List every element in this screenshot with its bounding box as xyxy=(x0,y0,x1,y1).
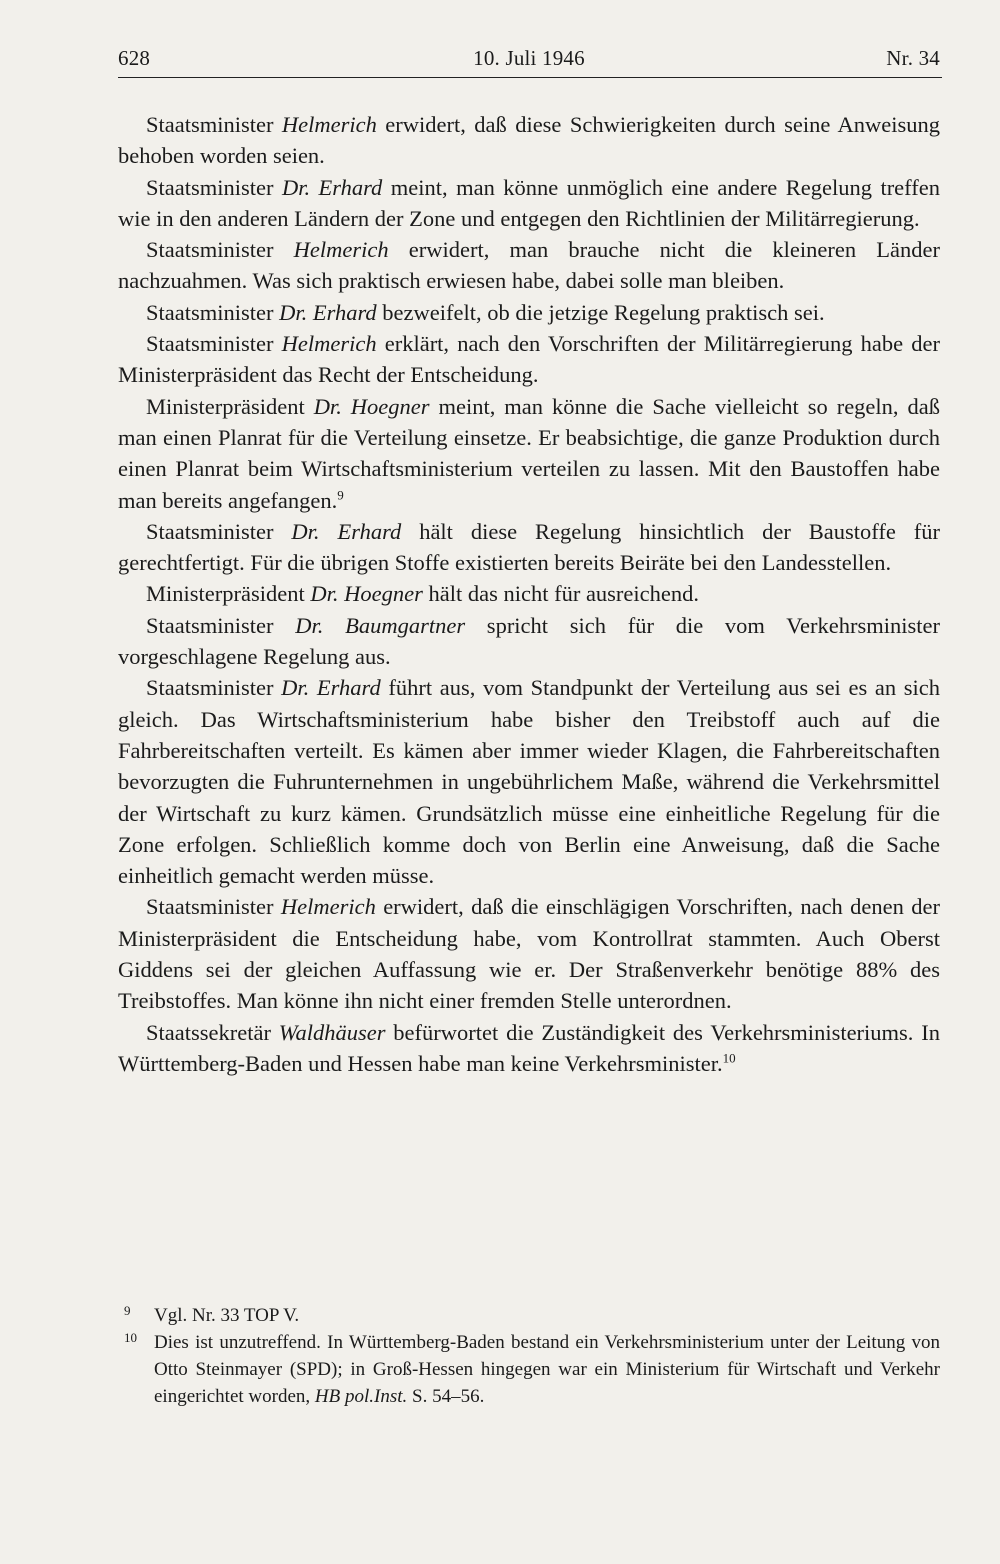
paragraph: Staatsminister Helmerich erwidert, man brauche nicht die kleineren Länder nachzuahmen. Was sich praktisch erwiesen habe, dabei solle man bleiben. xyxy=(118,237,940,294)
speaker-name: Dr. Erhard xyxy=(291,518,402,544)
paragraph: Staatsminister Dr. Erhard bezweifelt, ob die jetzige Regelung praktisch sei. xyxy=(146,299,825,325)
footnote: 10 Dies ist unzutreffend. In Württemberg-Baden bestand ein Verkehrsministerium unter der Leitung von Otto Steinmayer (SPD); in Groß-Hessen hingegen war ein Ministerium für Wirtschaft und Verkehr eingerichtet worden, HB pol.Inst. S. 54–56. xyxy=(118,1329,940,1410)
footnote-ref[interactable]: 9 xyxy=(337,487,344,503)
paragraph: Staatssekretär Waldhäuser befürwortet die Zuständigkeit des Verkehrsministeriums. In Württemberg-Baden und Hessen habe man keine Verkehrsminister.$^{10}$ xyxy=(118,1019,941,1076)
speaker-name: Dr. Hoegner xyxy=(310,581,423,607)
paragraph: Staatsminister Helmerich erklärt, nach den Vorschriften der Militärregierung habe der Ministerpräsident das Recht der Entscheidung. xyxy=(118,331,940,388)
paragraph: Ministerpräsident Dr. Hoegner hält das nicht für ausreichend. xyxy=(146,581,700,607)
paragraph: Staatsminister Dr. Erhard meint, man könne unmöglich eine andere Regelung treffen wie in den anderen Ländern der Zone und entgegen den Richtlinien der Militärregierung. xyxy=(118,174,940,231)
paragraph: Staatsminister Dr. Erhard führt aus, vom Standpunkt der Verteilung aus sei es an sich gleich. Das Wirtschaftsministerium habe bisher den Treibstoff auch auf die Fahrbereitschaften verteilt. Es kämen aber immer wieder Klagen, die Fahrbereitschaften bevorzugten die Fuhrunternehmen in ungebührlichem Maße, während die Verkehrsmittel der Wirtschaft zu kurz kämen. Grundsätzlich müsse eine einheitliche Regelung für die Zone erfolgen. Schließlich komme doch von Berlin eine Anweisung, daß die Sache einheitlich gemacht werden müsse. xyxy=(118,675,940,889)
issue-number: Nr. 34 xyxy=(886,46,940,70)
paragraph: Ministerpräsident Dr. Hoegner meint, man könne die Sache vielleicht so regeln, daß man einen Planrat für die Verteilung einsetze. Er beabsichtige, die ganze Produktion durch einen Planrat beim Wirtschaftsministerium verteilen zu lassen. Mit den Baustoffen habe man bereits angefangen.$^9$ xyxy=(118,393,940,513)
speaker-name: Helmerich xyxy=(293,237,389,263)
footnote-text: Vgl. Nr. 33 TOP V. xyxy=(154,1305,300,1326)
footnote xyxy=(118,1302,940,1329)
speaker-name: Helmerich xyxy=(281,112,377,137)
speaker-name: Helmerich xyxy=(281,331,377,357)
footnote-ref[interactable]: 10 xyxy=(722,1050,736,1066)
page-number: 628 xyxy=(118,46,151,70)
footnote-number: 9 xyxy=(124,1303,131,1318)
paragraph: Staatsminister Dr. Baumgartner spricht sich für die vom Verkehrsminister vorgeschlagene Regelung aus. xyxy=(118,612,940,670)
speaker-name: Dr. Erhard xyxy=(281,675,381,701)
footnote-citation: HB pol.Inst. xyxy=(314,1386,408,1407)
speaker-name: Dr. Erhard xyxy=(279,299,377,325)
speaker-name: Dr. Hoegner xyxy=(313,393,430,419)
paragraph: Staatsminister Helmerich erwidert, daß die einschlägigen Vorschriften, nach denen der Ministerpräsident die Entscheidung habe, vom Kontrollrat stammten. Auch Oberst Giddens sei der gleichen Auffassung wie er. Der Straßenverkehr benötige 88% des Treibstoffes. Man könne ihn nicht einer fremden Stelle unterordnen. xyxy=(118,894,940,1014)
speaker-name: Waldhäuser xyxy=(278,1019,386,1045)
speaker-name: Dr. Erhard xyxy=(281,174,383,200)
main-text xyxy=(118,109,940,1079)
paragraph: Staatsminister Dr. Erhard hält diese Regelung hinsichtlich der Baustoffe für gerechtfertigt. Für die übrigen Stoffe existierten bereits Beiräte bei den Landesstellen. xyxy=(118,518,940,576)
speaker-name: Helmerich xyxy=(280,894,376,920)
paragraph: Staatsminister Helmerich erwidert, daß diese Schwierigkeiten durch seine Anweisung behoben worden seien. xyxy=(118,112,940,169)
footnote-text: Dies ist unzutreffend. In Württemberg-Baden bestand ein Verkehrsministerium unter der Leitung von Otto Steinmayer (SPD); in Groß-Hessen hingegen war ein Ministerium für Wirtschaft und Verkehr eingerichtet worden, xyxy=(154,1332,940,1407)
footnote-number: 10 xyxy=(124,1330,137,1345)
speaker-name: Dr. Baumgartner xyxy=(295,612,466,638)
header-rule xyxy=(118,77,942,78)
running-header xyxy=(118,46,940,76)
header-date: 10. Juli 1946 xyxy=(473,46,585,70)
footnotes xyxy=(118,1302,940,1410)
